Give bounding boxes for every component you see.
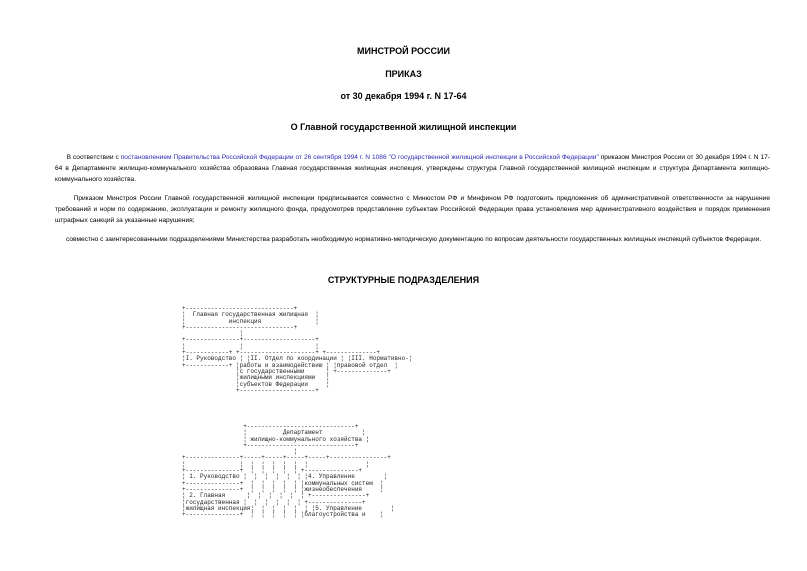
order-date: от 30 декабря 1994 г. N 17-64 <box>340 91 467 101</box>
paragraph-2 <box>55 193 770 226</box>
resolution-link[interactable]: постановлением Правительства Российской Федерации от 26 сентября 1994 г. N 1086 "О государственной жилищной инспекции в Российской Федерации" <box>120 154 599 161</box>
order-title: ПРИКАЗ <box>385 69 422 79</box>
structure-title: СТРУКТУРНЫЕ ПОДРАЗДЕЛЕНИЯ <box>327 275 480 285</box>
order-subject: О Главной государственной жилищной инспекции <box>290 122 517 132</box>
paragraph-1-end: приказом Минстроя России от 30 декабря 1994 г. N 17-64 в Департаменте жилищно-коммунального хозяйства образована Главная государственная жилищная инспекция, утверждены структура Главной государственной жилищной инспекции и структура Департамента жилищно-коммунального хозяйства. <box>55 154 770 183</box>
org-chart-department: +------------------------------+ ¦ Департамент ¦ ¦ жилищно-коммунального хозяйства ¦ +------------------------------+ ¦ +---------------+-----+-----+-----+-----+----------------+ ¦ ¦ ¦ ¦ ¦ ¦ ¦ ¦ ¦ +---------------+ ¦ ¦ ¦ ¦ ¦ +---------------+ ¦ 1. Руководство ¦ ¦ ¦ ¦ ¦ ¦ ¦4. Управление ¦ +---------------+ ¦ ¦ ¦ ¦ ¦ ¦коммунальных систем ¦ +---------------+ ¦ ¦ ¦ ¦ ¦ ¦жизнеобеспечения ¦ ¦ 2. Главная ¦ ¦ ¦ ¦ ¦ ¦ +---------------+ ¦государственная ¦ ¦ ¦ ¦ ¦ ¦ +---------------+ ¦жилищная инспекция¦ ¦ ¦ ¦ ¦ ¦ ¦5. Управление ¦ +---------------+ ¦ ¦ ¦ ¦ ¦ ¦благоустройства и ¦ <box>182 423 395 519</box>
paragraph-3-text: совместно с заинтересованными подразделениями Министерства разработать необходимую нормативно-методическую документацию по вопросам деятельности государственных жилищных инспекций субъектов Федерации. <box>66 236 762 243</box>
org-chart-inspection: +------------------------------+ ¦ Главная государственная жилищная ¦ ¦ инспекция ¦ +------------------------------+ ¦ +---------------+--------------------+ ¦ ¦ ¦ +------------+ +---------------------+ +--------------+ ¦I. Руководство ¦ ¦II. Отдел по координации ¦ ¦III. Нормативно-¦ +------------+ ¦работы и взаимодействию ¦ ¦правовой отдел ¦ ¦с государственными ¦ +--------------+ ¦жилищными инспекциями ¦ ¦субъектов Федерации ¦ +---------------------+ <box>182 305 413 394</box>
paragraph-1-start: В соответствии с <box>66 154 121 161</box>
paragraph-3 <box>55 234 770 245</box>
ministry-heading: МИНСТРОЙ РОССИИ <box>357 46 450 56</box>
paragraph-1 <box>55 152 770 185</box>
paragraph-2-text: Приказом Минстроя России Главной государственной жилищной инспекции предписывается совместно с Минюстом РФ и Минфином РФ подготовить предложения об административной ответственности за нарушение требований и норм по содержанию, эксплуатации и ремонту жилищного фонда, предусмотрев представление субъектам Российской Федерации права установления мер административного воздействия и порядок применения штрафных санкций за указанные нарушения; <box>55 195 770 224</box>
